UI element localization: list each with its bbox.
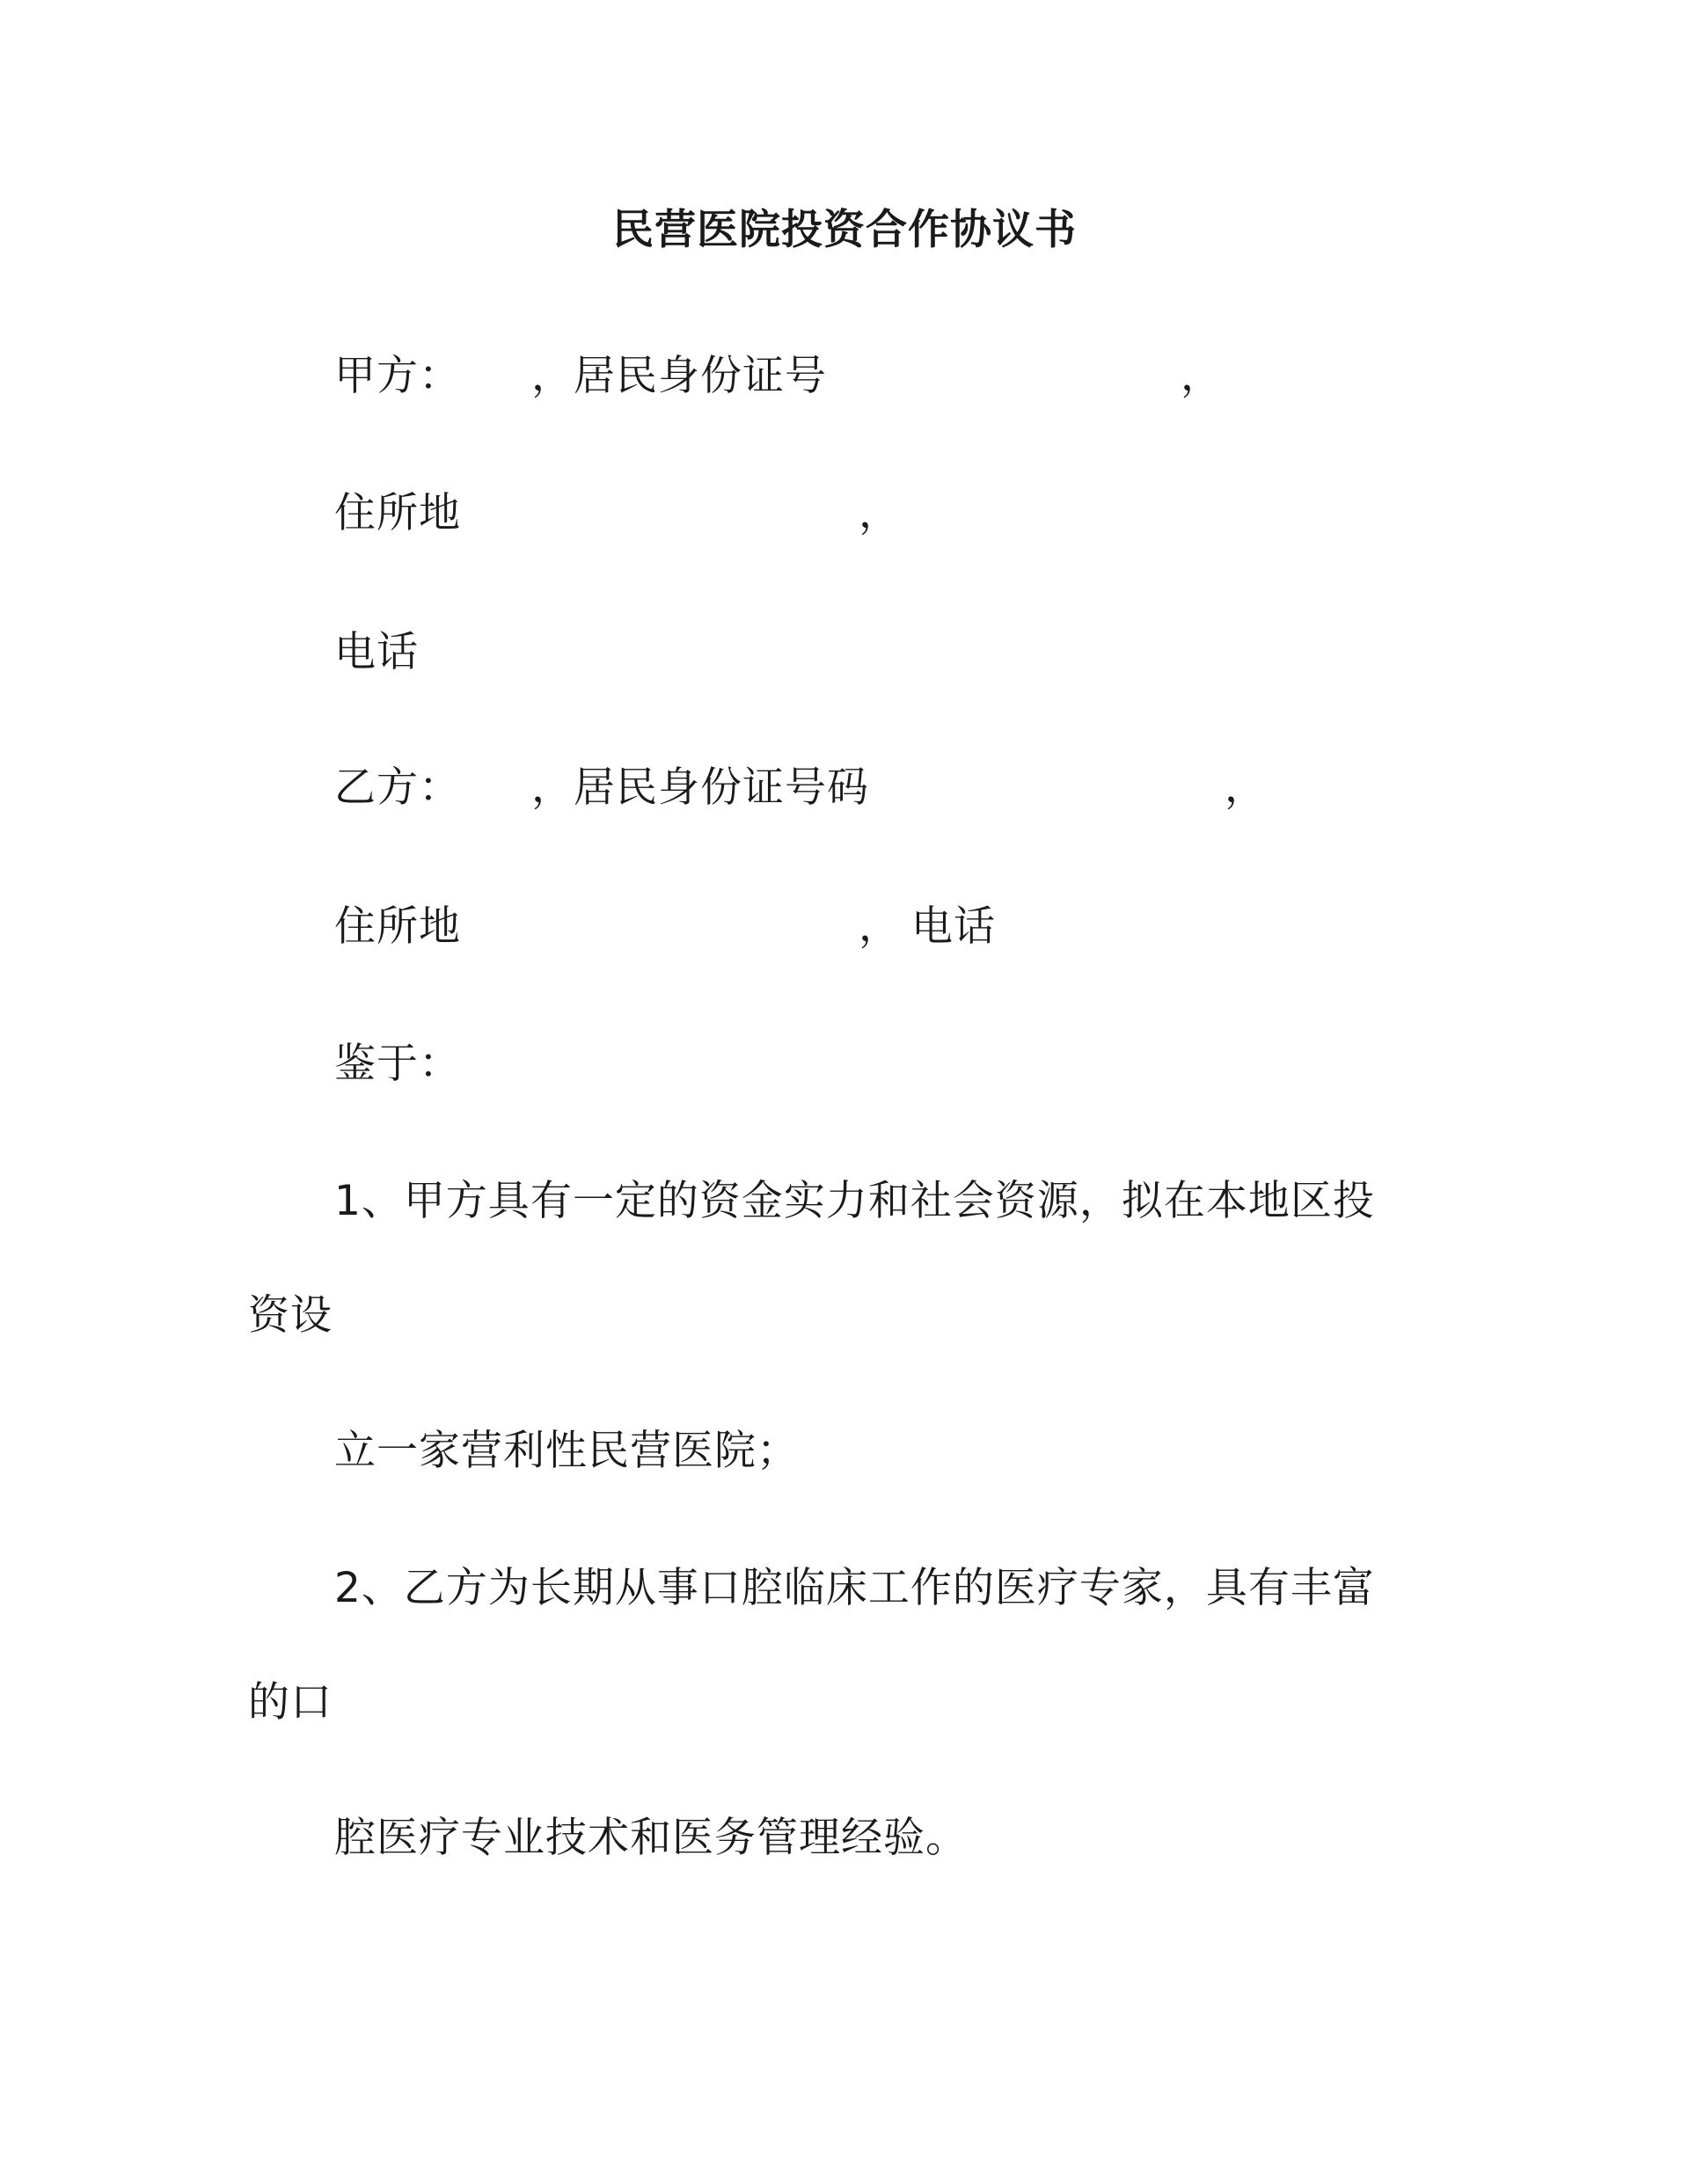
whereas-item-1-line-1: 1、甲方具有一定的资金实力和社会资源，拟在本地区投 [334, 1177, 1375, 1225]
party-a-id-label: ，居民身份证号 [531, 352, 827, 400]
party-b-address-suffix: ， [859, 902, 901, 951]
whereas-item-1-line-3: 立一家营利性民营医院； [334, 1427, 799, 1475]
party-a-id-suffix: ， [1181, 352, 1223, 400]
document-title: 民营医院投资合作协议书 [612, 206, 1077, 254]
whereas-item-2-line-1: 2、乙方为长期从事口腔临床工作的医疗专家，具有丰富 [334, 1564, 1375, 1612]
party-a-label: 甲方： [334, 352, 461, 400]
whereas-item-2-line-2: 的口 [248, 1678, 333, 1727]
party-a-phone-label: 电话 [334, 628, 419, 676]
party-b-id-suffix: ， [1225, 763, 1267, 812]
party-b-phone-label: 电话 [911, 902, 996, 951]
party-b-id-label: ，居民身份证号码 [531, 763, 869, 812]
party-a-address-suffix: ， [859, 489, 901, 537]
party-b-label: 乙方： [334, 763, 461, 812]
party-b-address-label: 住所地 [334, 902, 461, 951]
whereas-item-1-line-2: 资设 [248, 1291, 333, 1340]
whereas-label: 鉴于： [334, 1040, 461, 1088]
whereas-item-2-line-3: 腔医疗专业技术和医务管理经验。 [334, 1814, 968, 1862]
party-a-address-label: 住所地 [334, 489, 461, 537]
